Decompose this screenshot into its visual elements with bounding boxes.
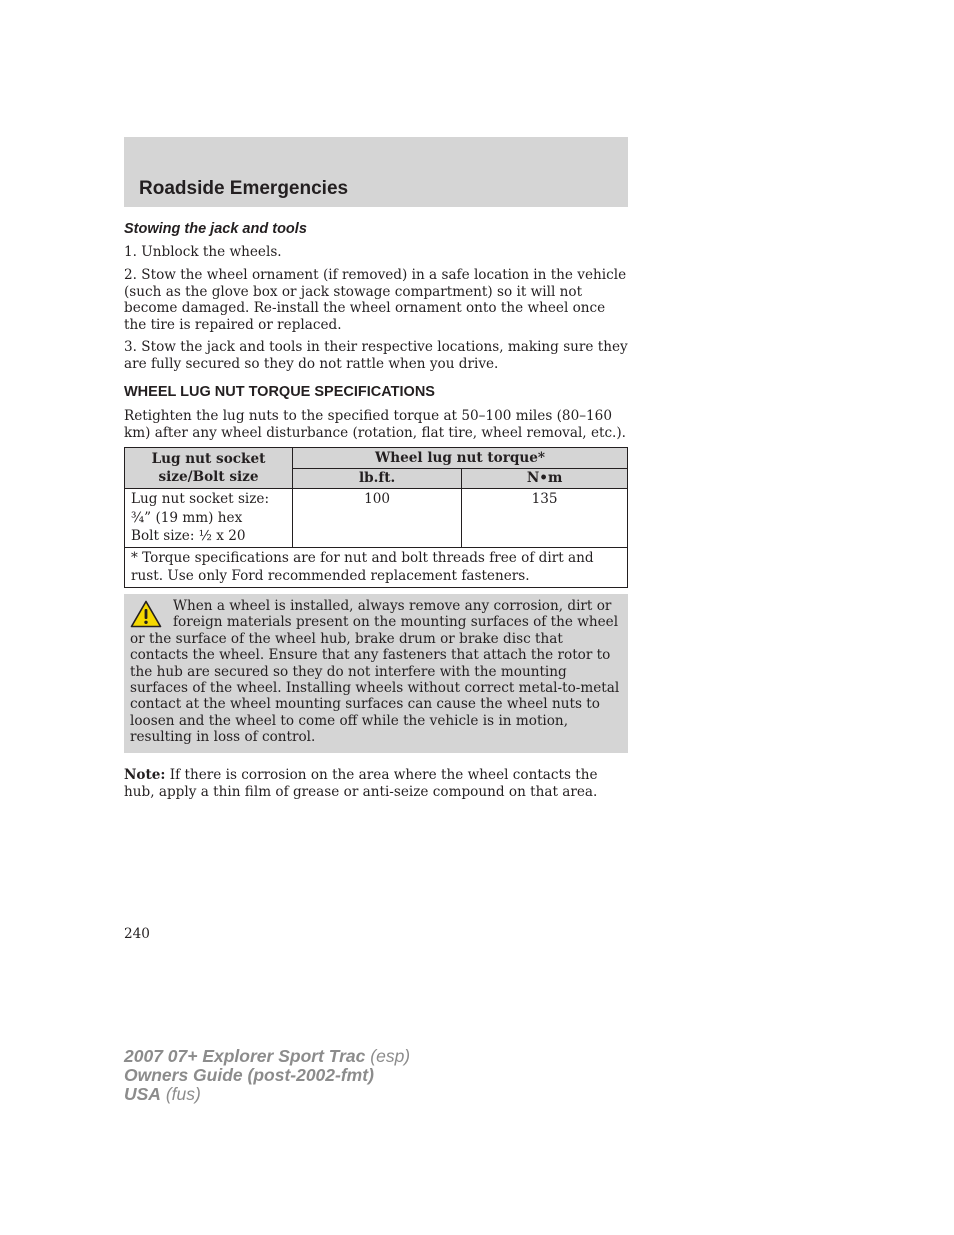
col-header-line1: Lug nut socket — [151, 451, 266, 467]
page-number: 240 — [124, 926, 150, 942]
section-title: Roadside Emergencies — [139, 178, 349, 199]
col-header-line2: size/Bolt size — [158, 469, 259, 485]
document-footer — [124, 1047, 410, 1104]
col-header-nm: N•m — [462, 469, 628, 489]
note-paragraph — [124, 767, 629, 800]
torque-heading: WHEEL LUG NUT TORQUE SPECIFICATIONS — [124, 384, 435, 400]
step-1: 1. Unblock the wheels. — [124, 244, 282, 260]
warning-text — [130, 598, 620, 746]
col-header-lbft: lb.ft. — [293, 469, 462, 489]
note-text: If there is corrosion on the area where the wheel contacts the hub, apply a thin film of grease or anti-seize compound on that area. — [124, 767, 598, 800]
lbft-value: 100 — [293, 489, 462, 548]
step-2: 2. Stow the wheel ornament (if removed) in a safe location in the vehicle (such as the glove box or jack stowage compartment) so it will not become damaged. Re-install the wheel ornament onto the wheel once the tire is repaired or replaced. — [124, 267, 627, 333]
footer-market: USA — [124, 1084, 161, 1104]
footer-market-code: (fus) — [160, 1084, 201, 1104]
table-footnote: * Torque specifications are for nut and bolt threads free of dirt and rust. Use only Ford recommended replacement fasteners. — [125, 547, 628, 587]
row-line-3: Bolt size: ½ x 20 — [131, 528, 246, 544]
footer-model-code: (esp) — [365, 1046, 411, 1066]
stowing-heading: Stowing the jack and tools — [124, 221, 307, 237]
col-header-socket-size — [125, 448, 293, 489]
col-header-torque: Wheel lug nut torque* — [293, 448, 628, 469]
torque-spec-table — [124, 447, 628, 588]
row-line-1: Lug nut socket size: — [131, 491, 270, 507]
warning-body: When a wheel is installed, always remove any corrosion, dirt or foreign materials present on the mounting surfaces of the wheel or the surface of the wheel hub, brake drum or brake disc that contacts the wheel. Ensure that any fasteners that attach the rotor to the hub are secured so they do not interfere with the mounting surfaces of the wheel. Installing wheels without correct metal-to-metal contact at the wheel mounting surfaces can cause the wheel nuts to loosen and the wheel to come off while the vehicle is in motion, resulting in loss of control. — [130, 598, 620, 746]
note-label: Note: — [124, 767, 166, 783]
socket-size-cell — [125, 489, 293, 548]
row-line-2: ¾” (19 mm) hex — [131, 509, 243, 526]
table-row — [125, 489, 628, 548]
torque-intro: Retighten the lug nuts to the specified torque at 50–100 miles (80–160 km) after any wheel disturbance (rotation, flat tire, wheel removal, etc.). — [124, 408, 627, 441]
footer-model: 2007 07+ Explorer Sport Trac — [124, 1046, 366, 1066]
nm-value: 135 — [462, 489, 628, 548]
step-3: 3. Stow the jack and tools in their respective locations, making sure they are fully secured so they do not rattle when you drive. — [124, 339, 628, 372]
footer-guide: Owners Guide (post-2002-fmt) — [124, 1065, 374, 1085]
